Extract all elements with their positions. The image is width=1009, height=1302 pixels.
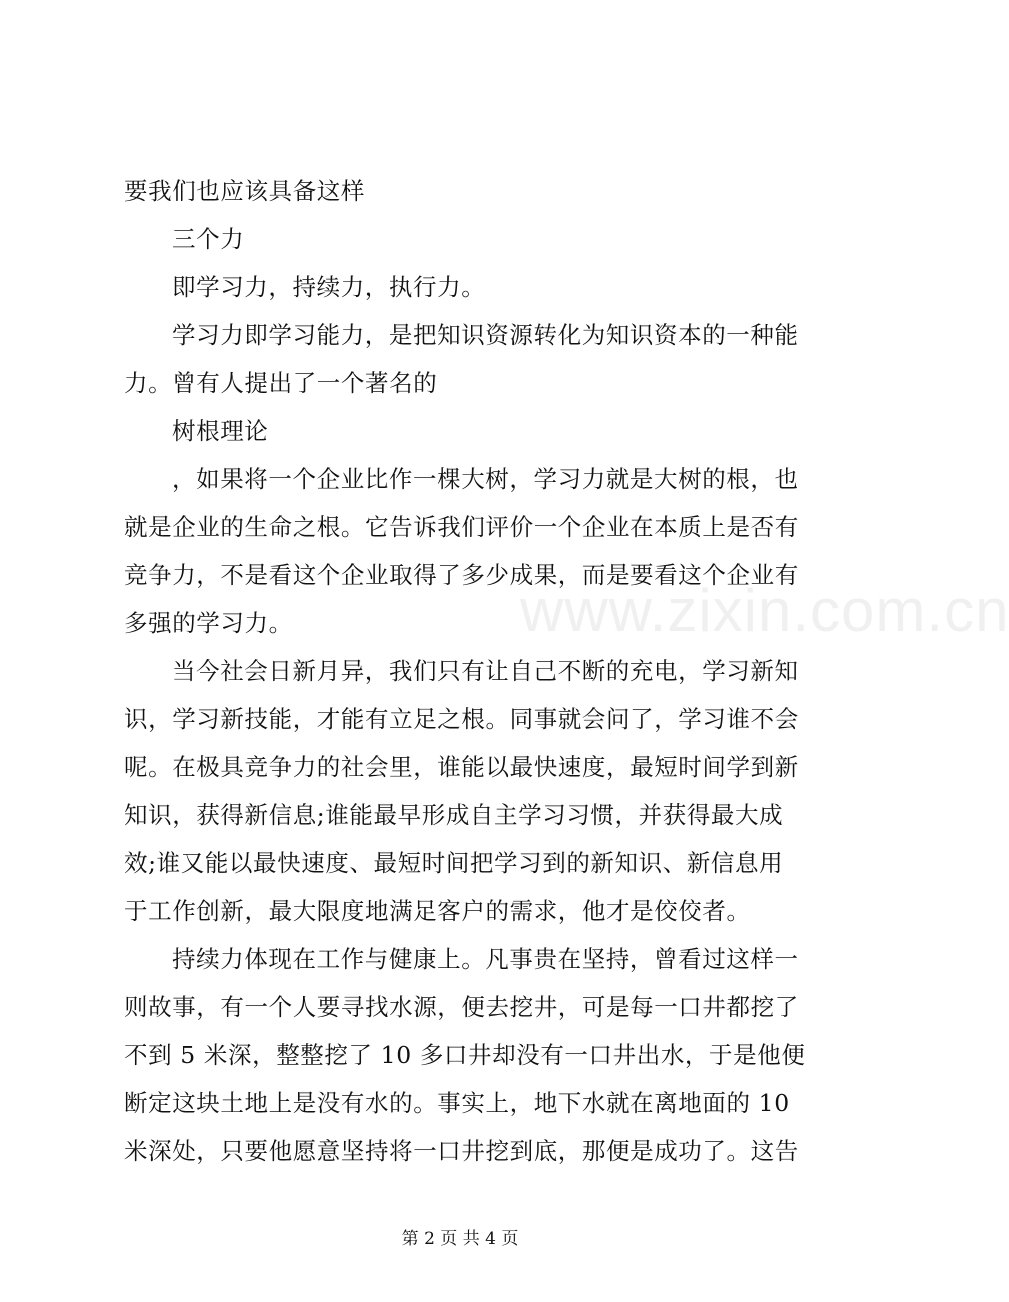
text-line: 三个力 bbox=[172, 225, 245, 253]
text-line: 呢。在极具竞争力的社会里，谁能以最快速度，最短时间学到新 bbox=[124, 753, 799, 781]
text-line: 要我们也应该具备这样 bbox=[124, 177, 365, 205]
text-line: 就是企业的生命之根。它告诉我们评价一个企业在本质上是否有 bbox=[124, 513, 799, 541]
watermark: www.zixin.com.cn bbox=[520, 577, 1009, 644]
text-line: 识，学习新技能，才能有立足之根。同事就会问了，学习谁不会 bbox=[124, 705, 799, 733]
page-number-footer: 第 2 页 共 4 页 bbox=[401, 1229, 519, 1249]
text-line: 当今社会日新月异，我们只有让自己不断的充电，学习新知 bbox=[172, 657, 799, 685]
text-line: 竞争力，不是看这个企业取得了多少成果，而是要看这个企业有 bbox=[124, 561, 799, 589]
text-line: 不到 5 米深，整整挖了 10 多口井却没有一口井出水，于是他便 bbox=[124, 1041, 806, 1069]
text-line: 力。曾有人提出了一个著名的 bbox=[124, 369, 438, 397]
text-line: 米深处，只要他愿意坚持将一口井挖到底，那便是成功了。这告 bbox=[124, 1137, 799, 1165]
text-line: 持续力体现在工作与健康上。凡事贵在坚持，曾看过这样一 bbox=[172, 945, 799, 973]
text-line: 树根理论 bbox=[172, 417, 269, 445]
text-line: 则故事，有一个人要寻找水源，便去挖井，可是每一口井都挖了 bbox=[124, 993, 799, 1021]
text-line: 即学习力，持续力，执行力。 bbox=[172, 273, 486, 301]
text-line: ，如果将一个企业比作一棵大树，学习力就是大树的根，也 bbox=[172, 465, 799, 493]
text-line: 效;谁又能以最快速度、最短时间把学习到的新知识、新信息用 bbox=[124, 849, 784, 877]
text-line: 断定这块土地上是没有水的。事实上，地下水就在离地面的 10 bbox=[124, 1089, 790, 1117]
text-line: 多强的学习力。 bbox=[124, 609, 293, 637]
text-line: 知识，获得新信息;谁能最早形成自主学习习惯，并获得最大成 bbox=[124, 801, 784, 829]
text-line: 于工作创新，最大限度地满足客户的需求，他才是佼佼者。 bbox=[124, 897, 751, 925]
text-line: 学习力即学习能力，是把知识资源转化为知识资本的一种能 bbox=[172, 321, 799, 349]
